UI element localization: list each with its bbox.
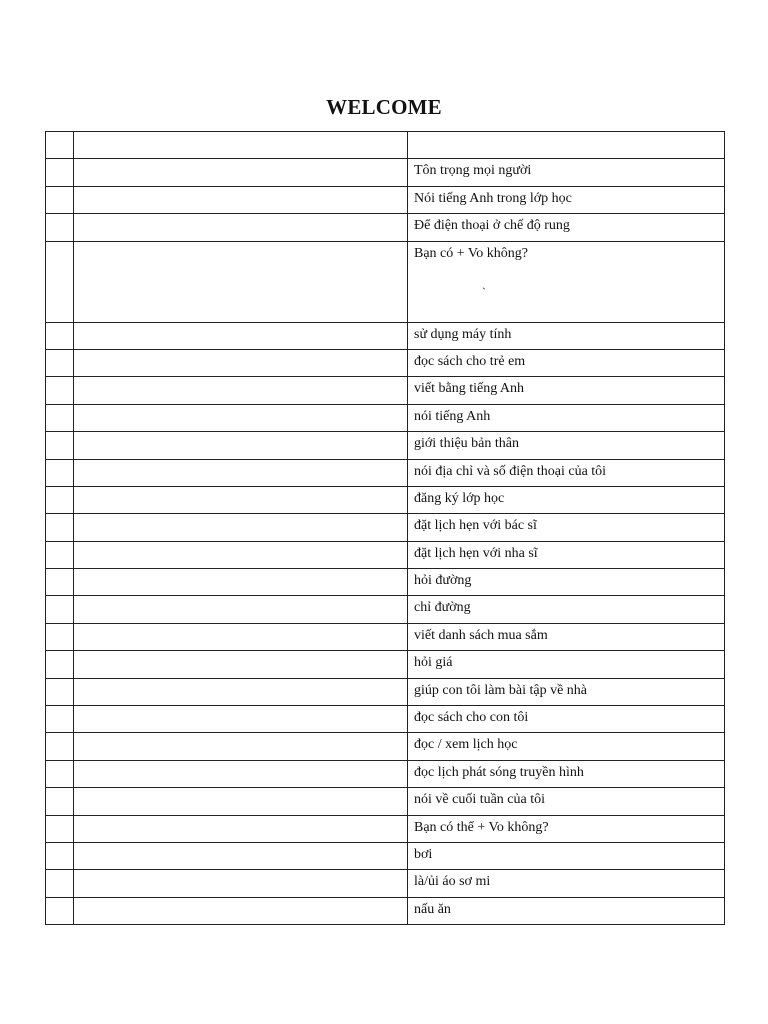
phrase-cell	[408, 486, 725, 513]
phrase-text: Để điện thoại ở chế độ rung	[414, 218, 570, 234]
phrase-cell	[408, 760, 725, 787]
row-number-cell	[46, 842, 74, 869]
table-row	[46, 186, 725, 213]
phrase-cell	[408, 241, 725, 322]
answer-cell	[74, 870, 408, 897]
table-row	[46, 870, 725, 897]
row-number-cell	[46, 404, 74, 431]
answer-cell	[74, 541, 408, 568]
answer-cell	[74, 322, 408, 349]
phrase-text: đọc sách cho trẻ em	[414, 353, 526, 369]
page-title: WELCOME	[326, 95, 442, 119]
answer-cell	[74, 404, 408, 431]
table-row	[46, 514, 725, 541]
table-row	[46, 596, 725, 623]
phrase-cell	[408, 132, 725, 159]
phrase-cell	[408, 541, 725, 568]
answer-cell	[74, 897, 408, 924]
row-number-cell	[46, 897, 74, 924]
phrase-text: là/ủi áo sơ mi	[414, 874, 491, 890]
phrase-cell	[408, 788, 725, 815]
row-number-cell	[46, 159, 74, 186]
row-number-cell	[46, 186, 74, 213]
phrase-text: Nói tiếng Anh trong lớp học	[414, 190, 572, 206]
answer-cell	[74, 132, 408, 159]
table-row	[46, 404, 725, 431]
answer-cell	[74, 678, 408, 705]
table-row	[46, 842, 725, 869]
answer-cell	[74, 760, 408, 787]
phrase-cell	[408, 623, 725, 650]
table-row	[46, 486, 725, 513]
row-number-cell	[46, 486, 74, 513]
phrase-text: Bạn có + Vo không?	[414, 245, 528, 261]
table-row	[46, 815, 725, 842]
phrase-cell	[408, 459, 725, 486]
row-number-cell	[46, 541, 74, 568]
phrase-cell	[408, 322, 725, 349]
answer-cell	[74, 241, 408, 322]
row-number-cell	[46, 706, 74, 733]
answer-cell	[74, 459, 408, 486]
table-row	[46, 678, 725, 705]
phrase-cell	[408, 432, 725, 459]
row-number-cell	[46, 241, 74, 322]
row-number-cell	[46, 569, 74, 596]
answer-cell	[74, 815, 408, 842]
table-row	[46, 322, 725, 349]
phrase-text: nói địa chỉ và số điện thoại của tôi	[414, 463, 607, 479]
table-row	[46, 159, 725, 186]
table-row	[46, 733, 725, 760]
phrase-cell	[408, 214, 725, 241]
phrase-cell	[408, 569, 725, 596]
answer-cell	[74, 486, 408, 513]
phrase-cell	[408, 377, 725, 404]
answer-cell	[74, 842, 408, 869]
phrase-cell	[408, 706, 725, 733]
table-row	[46, 132, 725, 159]
table-row	[46, 377, 725, 404]
answer-cell	[74, 186, 408, 213]
phrase-text: viết bằng tiếng Anh	[414, 381, 525, 397]
phrase-text: nói tiếng Anh	[414, 408, 491, 424]
phrase-text: đăng ký lớp học	[414, 490, 505, 506]
phrase-cell	[408, 404, 725, 431]
phrase-text: nấu ăn	[414, 901, 451, 917]
row-number-cell	[46, 214, 74, 241]
phrase-cell	[408, 159, 725, 186]
answer-cell	[74, 651, 408, 678]
phrase-cell	[408, 870, 725, 897]
row-number-cell	[46, 596, 74, 623]
phrase-text: đọc sách cho con tôi	[414, 710, 529, 726]
phrase-cell	[408, 733, 725, 760]
table-row	[46, 706, 725, 733]
phrase-text: nói về cuối tuần của tôi	[414, 792, 546, 808]
table-row	[46, 459, 725, 486]
row-number-cell	[46, 788, 74, 815]
row-number-cell	[46, 432, 74, 459]
phrase-cell	[408, 651, 725, 678]
table-row	[46, 569, 725, 596]
row-number-cell	[46, 459, 74, 486]
answer-cell	[74, 596, 408, 623]
phrase-text: giúp con tôi làm bài tập về nhà	[414, 682, 588, 698]
table-row	[46, 432, 725, 459]
row-number-cell	[46, 733, 74, 760]
answer-cell	[74, 514, 408, 541]
row-number-cell	[46, 651, 74, 678]
phrase-text: chỉ đường	[414, 600, 471, 616]
row-number-cell	[46, 349, 74, 376]
table-row	[46, 349, 725, 376]
table-row	[46, 760, 725, 787]
row-number-cell	[46, 322, 74, 349]
phrase-cell	[408, 349, 725, 376]
phrase-text: hỏi giá	[414, 655, 453, 671]
row-number-cell	[46, 760, 74, 787]
table-row	[46, 651, 725, 678]
table-row	[46, 214, 725, 241]
answer-cell	[74, 214, 408, 241]
row-number-cell	[46, 132, 74, 159]
phrase-cell	[408, 897, 725, 924]
answer-cell	[74, 788, 408, 815]
phrase-cell	[408, 678, 725, 705]
table-row	[46, 541, 725, 568]
answer-cell	[74, 349, 408, 376]
worksheet-table	[45, 131, 725, 925]
row-number-cell	[46, 623, 74, 650]
answer-cell	[74, 159, 408, 186]
row-number-cell	[46, 815, 74, 842]
phrase-text: đặt lịch hẹn với nha sĩ	[414, 545, 538, 561]
table-row	[46, 623, 725, 650]
answer-cell	[74, 377, 408, 404]
phrase-cell	[408, 514, 725, 541]
worksheet-body	[46, 132, 725, 925]
row-number-cell	[46, 870, 74, 897]
phrase-cell	[408, 842, 725, 869]
phrase-text: giới thiệu bản thân	[414, 436, 519, 452]
phrase-text: đọc lịch phát sóng truyền hình	[414, 764, 584, 780]
answer-cell	[74, 733, 408, 760]
phrase-text: đặt lịch hẹn với bác sĩ	[414, 518, 537, 534]
answer-cell	[74, 623, 408, 650]
table-row	[46, 788, 725, 815]
stray-mark: ˏ	[482, 275, 486, 290]
row-number-cell	[46, 678, 74, 705]
answer-cell	[74, 432, 408, 459]
phrase-cell	[408, 186, 725, 213]
phrase-text: hỏi đường	[414, 573, 472, 589]
table-row	[46, 897, 725, 924]
phrase-text: đọc / xem lịch học	[414, 737, 518, 753]
phrase-cell	[408, 596, 725, 623]
answer-cell	[74, 569, 408, 596]
phrase-text: Bạn có thể + Vo không?	[414, 819, 549, 835]
row-number-cell	[46, 377, 74, 404]
table-row	[46, 241, 725, 322]
phrase-text: bơi	[414, 846, 433, 862]
row-number-cell	[46, 514, 74, 541]
phrase-text: Tôn trọng mọi người	[414, 163, 532, 179]
phrase-text: sử dụng máy tính	[414, 326, 512, 342]
answer-cell	[74, 706, 408, 733]
phrase-text: viết danh sách mua sắm	[414, 627, 548, 643]
phrase-cell	[408, 815, 725, 842]
